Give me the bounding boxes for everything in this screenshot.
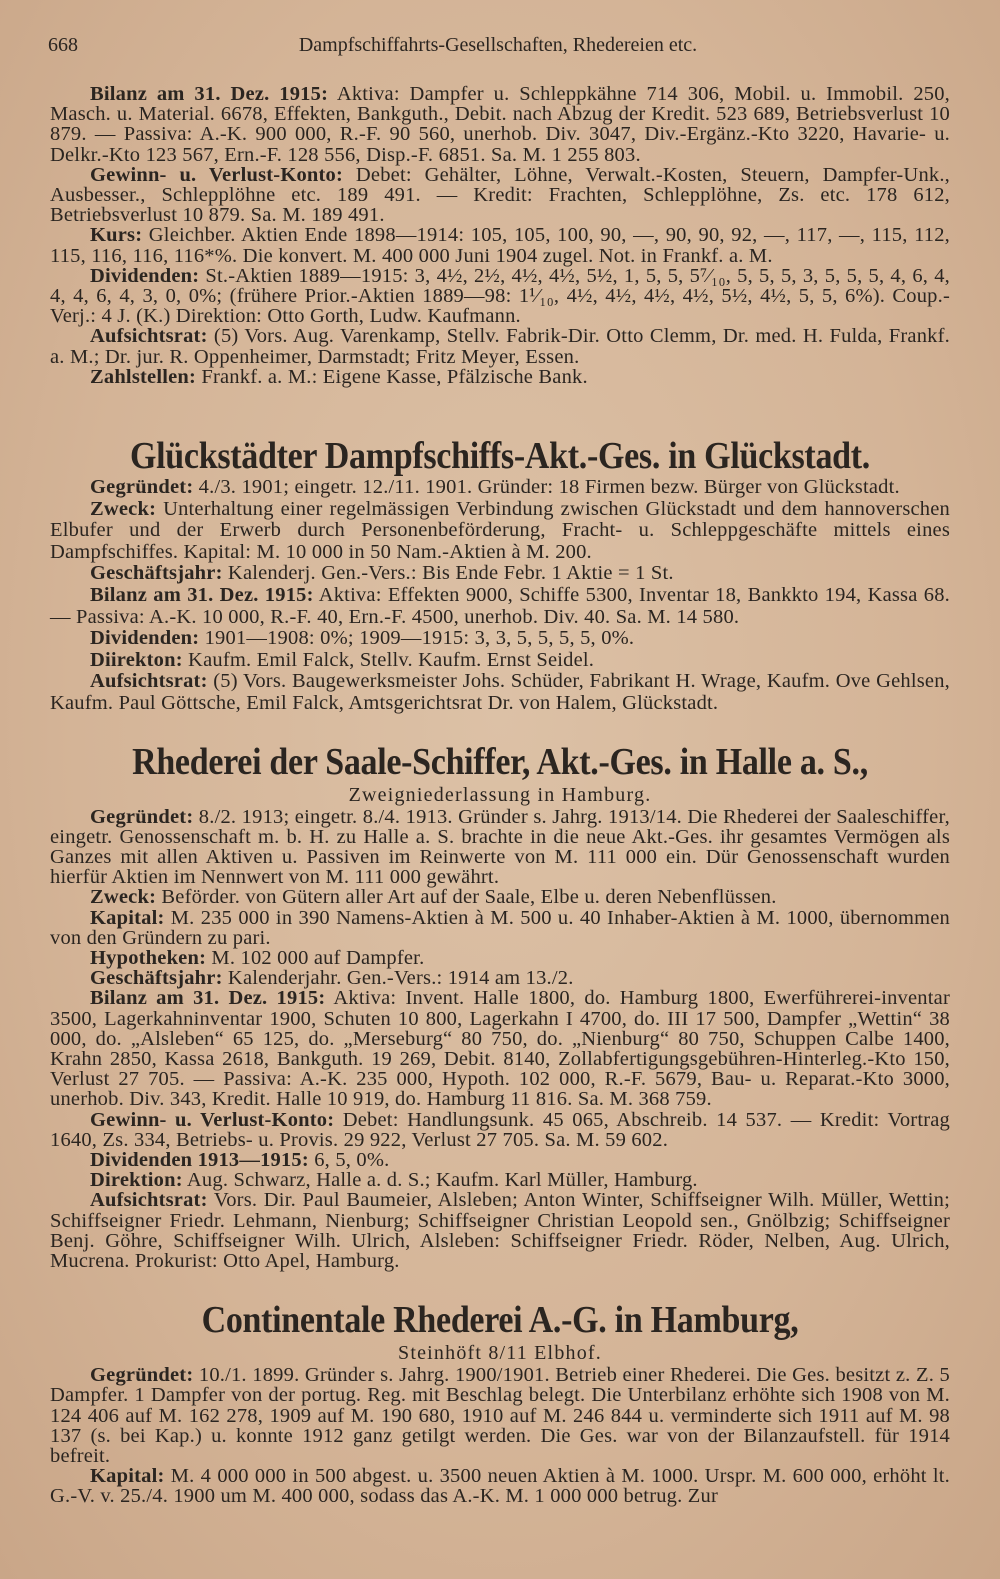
- entry-paragraph: [50, 968, 950, 988]
- paragraph-text: M. 102 000 auf Dampfer.: [206, 947, 425, 969]
- entry-paragraph: [50, 477, 950, 499]
- entry-paragraph: [50, 1466, 950, 1506]
- paragraph-text: Kalenderj. Gen.-Vers.: Bis Ende Febr. 1 Aktie = 1 St.: [222, 562, 674, 585]
- paragraph-label: Gewinn- u. Verlust-Konto:: [90, 1108, 335, 1131]
- company-title: Continentale Rhederei A.-G. in Hamburg,: [201, 1299, 799, 1342]
- entry-paragraph: [50, 1110, 950, 1150]
- paragraph-text: Aktiva: Effekten 9000, Schiffe 5300, Inventar 18, Bankkto 194, Kassa 68. — Passiva: A.-K. 10 000, R.-F. 40, Ern.-F. 4500, unerhob. Div. 40. Sa. M. 14 580.: [50, 584, 950, 628]
- paragraph-text: Frankf. a. M.: Eigene Kasse, Pfälzische Bank.: [196, 365, 588, 388]
- company-entry: [50, 437, 950, 715]
- paragraph-label: Diirekton:: [90, 648, 183, 671]
- paragraph-text: St.-Aktien 1889—1915: 3, 4½, 2½, 4½, 4½, 5½, 1, 5, 5, 5⁷⁄₁₀, 5, 5, 5, 3, 5, 5, 5, 4, 6, 4, 4, 4, 6, 4, 3, 0, 0%; (frühere Prior.-Aktien 1889—98: 1¹⁄₁₀, 4½, 4½, 4½, 4½, 5½, 4½, 5, 5, 6%). Coup.-Verj.: 4 J. (K.) Direktion: Otto Gorth, Ludw. Kaufmann.: [50, 264, 950, 328]
- paragraph-text: (5) Vors. Baugewerksmeister Johs. Schüder, Fabrikant H. Wrage, Kaufm. Ove Gehlsen, Kaufm. Paul Göttsche, Emil Falck, Amtsgerichtsrat Dr. von Halem, Glückstadt.: [50, 670, 950, 714]
- entry-paragraph: [50, 1190, 950, 1271]
- paragraph-label: Aufsichtsrat:: [90, 1189, 208, 1212]
- paragraph-text: Debet: Handlungsunk. 45 065, Abschreib. 14 537. — Kredit: Vortrag 1640, Zs. 334, Betriebs- u. Provis. 29 922, Verlust 27 705. Sa. M. 59 602.: [50, 1108, 950, 1151]
- entry-paragraph: [50, 887, 950, 907]
- paragraph-text: Debet: Gehälter, Löhne, Verwalt.-Kosten, Steuern, Dampfer-Unk., Ausbesser., Schlepplöhne etc. 189 491. — Kredit: Frachten, Schlepplöhne, Zs. etc. 178 612, Betriebsverlust 10 879. Sa. M. 189 491.: [50, 163, 950, 227]
- paragraph-label: Zweck:: [90, 497, 157, 520]
- paragraph-label: Zweck:: [90, 886, 157, 909]
- entry-paragraph: [50, 807, 950, 888]
- running-title: Dampfschiffahrts-Gesellschaften, Rhedereien etc.: [298, 34, 698, 56]
- paragraph-text: 4./3. 1901; eingetr. 12./11. 1901. Gründer: 18 Firmen bezw. Bürger von Glückstadt.: [193, 476, 900, 499]
- paragraph-label: Direktion:: [90, 1169, 183, 1192]
- company-title: Glückstädter Dampfschiffs-Akt.-Ges. in Glückstadt.: [130, 435, 870, 478]
- entry-paragraph: [50, 671, 950, 714]
- paragraph-text: Aktiva: Invent. Halle 1800, do. Hamburg 1800, Ewerführerei-inventar 3500, Lagerkahninventar 1900, Schuten 10 800, Lagerkahn I 4700, do. III 17 500, Dampfer „Wettin“ 38 000, do. „Alsleben“ 65 125, do. „Merseburg“ 80 750, do. „Nienburg“ 80 750, Schuppen Calbe 1400, Krahn 2850, Kassa 2618, Bankguth. 19 269, Debit. 8140, Zollabfertigungsgebühren-Hinterleg.-Kto 150, Verlust 27 705. — Passiva: A.-K. 235 000, Hypoth. 102 000, R.-F. 5679, Bau- u. Reparat.-Kto 3000, unerhob. Div. 343, Kredit. Halle 10 919, do. Hamburg 11 816. Sa. M. 368 759.: [50, 987, 950, 1111]
- paragraph-text: (5) Vors. Aug. Varenkamp, Stellv. Fabrik-Dir. Otto Clemm, Dr. med. H. Fulda, Frankf. a. M.; Dr. jur. R. Oppenheimer, Darmstadt; Fritz Meyer, Essen.: [50, 325, 950, 368]
- paragraph-label: Kapital:: [90, 906, 165, 929]
- paragraph-label: Dividenden 1913—1915:: [90, 1149, 309, 1172]
- paragraph-label: Bilanz am 31. Dez. 1915:: [90, 83, 329, 105]
- paragraph-text: 6, 5, 0%.: [308, 1149, 390, 1172]
- entry-paragraph: [50, 367, 950, 387]
- company-entry: [50, 743, 950, 1272]
- page-number: 668: [48, 34, 78, 56]
- paragraph-text: Aug. Schwarz, Halle a. d. S.; Kaufm. Karl Müller, Hamburg.: [182, 1169, 698, 1192]
- entry-paragraph: [50, 499, 950, 564]
- paragraph-text: Beförder. von Gütern aller Art auf der Saale, Elbe u. deren Nebenflüssen.: [156, 886, 777, 909]
- paragraph-text: 10./1. 1899. Gründer s. Jahrg. 1900/1901. Betrieb einer Rhederei. Die Ges. besitzt z. Z. 5 Dampfer. 1 Dampfer von der portug. Reg. mit Beschlag belegt. Die Unterbilanz erhöhte sich 1908 von M. 124 406 auf M. 162 278, 1909 auf M. 190 680, 1910 auf M. 246 844 u. verminderte sich 1911 auf M. 98 137 (s. bei Kap.) u. konnte 1912 ganz getilgt werden. Die Ges. war von der Bilanzaufstell. für 1914 befreit.: [50, 1364, 950, 1468]
- paragraph-label: Geschäftsjahr:: [90, 967, 223, 990]
- paragraph-text: Vors. Dir. Paul Baumeier, Alsleben; Anton Winter, Schiffseigner Wilh. Müller, Wettin; Schiffseigner Friedr. Lehmann, Nienburg; Schiffseigner Christian Leopold sen., Gnölbzig; Schiffseigner Benj. Göhre, Schiffseigner Wilh. Ulrich, Alsleben: Schiffseigner Friedr. Röder, Nelben, Aug. Ulrich, Mucrena. Prokurist: Otto Apel, Hamburg.: [50, 1189, 950, 1273]
- entry-paragraph: [50, 165, 950, 226]
- paragraph-text: Kaufm. Emil Falck, Stellv. Kaufm. Ernst Seidel.: [182, 648, 595, 671]
- paragraph-label: Dividenden:: [90, 627, 200, 650]
- paragraph-label: Bilanz am 31. Dez. 1915:: [90, 987, 326, 1010]
- paragraph-text: Kalenderjahr. Gen.-Vers.: 1914 am 13./2.: [222, 967, 574, 990]
- entry-paragraph: [50, 266, 950, 327]
- paragraph-label: Aufsichtsrat:: [90, 670, 208, 693]
- paragraph-label: Dividenden:: [90, 264, 200, 287]
- company-title: Rhederei der Saale-Schiffer, Akt.-Ges. in Halle a. S.,: [132, 741, 868, 783]
- entry-paragraph: [50, 1170, 950, 1190]
- company-entry: [50, 1301, 950, 1506]
- page-body: [50, 84, 950, 1507]
- paragraph-text: M. 235 000 in 390 Namens-Aktien à M. 500 u. 40 Inhaber-Aktien à M. 1000, übernommen von den Gründern zu pari.: [50, 906, 950, 949]
- paragraph-text: M. 4 000 000 in 500 abgest. u. 3500 neuen Aktien à M. 1000. Urspr. M. 600 000, erhöht lt. G.-V. v. 25./4. 1900 um M. 400 000, sodass das A.-K. M. 1 000 000 betrug. Zur: [50, 1465, 950, 1508]
- entry-paragraph: [50, 563, 950, 585]
- paragraph-label: Gegründet:: [90, 805, 194, 828]
- paragraph-text: 1901—1908: 0%; 1909—1915: 3, 3, 5, 5, 5, 5, 0%.: [199, 627, 635, 650]
- company-entry: [50, 84, 950, 387]
- entry-paragraph: [50, 908, 950, 948]
- entry-paragraph: [50, 650, 950, 672]
- paragraph-text: Unterhaltung einer regelmässigen Verbindung zwischen Glückstadt und dem hannoverschen Elbufer und der Erwerb durch Personenbeförderung, Fracht- u. Schleppgeschäfte mittels eines Dampfschiffes. Kapital: M. 10 000 in 50 Nam.-Aktien à M. 200.: [50, 497, 950, 563]
- entry-paragraph: [50, 628, 950, 650]
- paragraph-text: Aktiva: Dampfer u. Schleppkähne 714 306, Mobil. u. Immobil. 250, Masch. u. Material. 6678, Effekten, Bankguth., Debit. nach Abzug der Kredit. 523 689, Betriebsverlust 10 879. — Passiva: A.-K. 900 000, R.-F. 90 560, unerhob. Div. 3047, Div.-Ergänz.-Kto 3220, Havarie- u. Delkr.-Kto 123 567, Ern.-F. 128 556, Disp.-F. 6851. Sa. M. 1 255 803.: [50, 83, 950, 166]
- paragraph-label: Gewinn- u. Verlust-Konto:: [90, 163, 344, 186]
- paragraph-label: Bilanz am 31. Dez. 1915:: [90, 584, 314, 607]
- entry-paragraph: [50, 1150, 950, 1170]
- entry-paragraph: [50, 988, 950, 1109]
- paragraph-label: Kurs:: [90, 224, 143, 247]
- entry-paragraph: [50, 1365, 950, 1466]
- page-header: [48, 34, 948, 60]
- paragraph-label: Gegründet:: [90, 1364, 194, 1387]
- entry-paragraph: [50, 585, 950, 628]
- paragraph-label: Kapital:: [90, 1465, 165, 1488]
- paragraph-label: Zahlstellen:: [90, 365, 197, 388]
- entry-paragraph: [50, 326, 950, 366]
- company-subtitle: Zweigniederlassung in Hamburg.: [348, 783, 652, 806]
- paragraph-label: Aufsichtsrat:: [90, 325, 208, 348]
- paragraph-text: 8./2. 1913; eingetr. 8./4. 1913. Gründer s. Jahrg. 1913/14. Die Rhederei der Saaleschiffer, eingetr. Genossenschaft m. b. H. zu Halle a. S. brachte in die neue Akt.-Ges. ihr gesamtes Vermögen als Ganzes mit allen Aktiven u. Passiven im Reinwerte von M. 111 000 ein. Dür Genossenschaft wurden hierfür Aktien im Nennwert von M. 111 000 gewährt.: [50, 805, 950, 889]
- entry-paragraph: [50, 225, 950, 265]
- entry-paragraph: [50, 948, 950, 968]
- paragraph-label: Hypotheken:: [90, 947, 207, 969]
- entry-paragraph: [50, 84, 950, 165]
- paragraph-label: Geschäftsjahr:: [90, 562, 223, 585]
- paragraph-label: Gegründet:: [90, 476, 194, 499]
- paragraph-text: Gleichber. Aktien Ende 1898—1914: 105, 105, 100, 90, —, 90, 90, 92, —, 117, —, 115, 112, 115, 116, 116, 116*%. Die konvert. M. 400 000 Juni 1904 zugel. Not. in Frankf. a. M.: [50, 224, 950, 267]
- company-subtitle: Steinhöft 8/11 Elbhof.: [398, 1342, 602, 1365]
